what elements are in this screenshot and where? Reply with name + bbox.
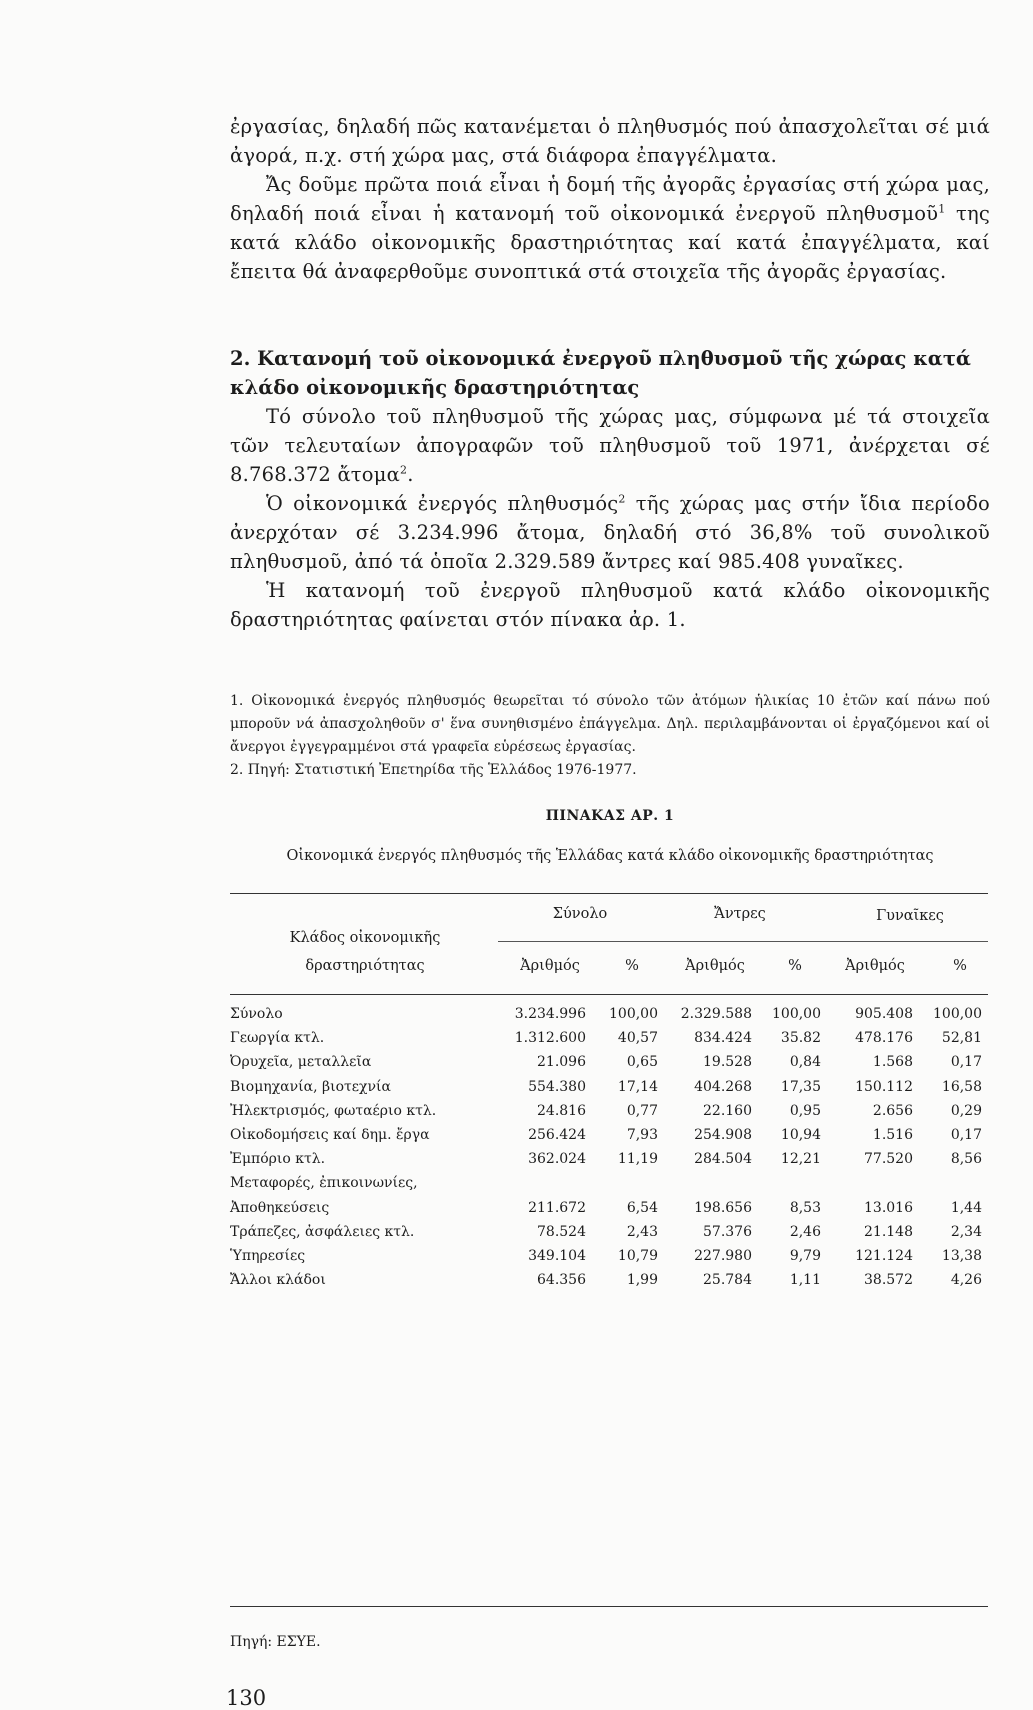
table-row [230,1026,988,1050]
cell-t_p: 17,14 [617,1078,658,1095]
cell-w_p: 13,38 [941,1248,982,1264]
cell-t_p: 2,43 [626,1223,658,1240]
table-title: ΠΙΝΑΚΑΣ ΑΡ. 1 [545,808,675,824]
table-header-rule [230,994,988,995]
table-row [230,1244,988,1268]
cell-m_n: 25.784 [703,1272,752,1289]
cell-m_p: 17,35 [780,1078,821,1095]
header-men-percent: % [788,958,802,974]
table-row [230,1050,988,1074]
cell-m_n: 2.329.588 [680,1006,752,1022]
cell-t_p: 10,79 [617,1248,658,1264]
row-label: Οἰκοδομήσεις καί δημ. ἔργα [230,1127,430,1143]
row-label: Μεταφορές, ἐπικοινωνίες, [230,1175,418,1192]
row-label: Ἐμπόριο κτλ. [230,1151,326,1168]
row-label: Τράπεζες, ἀσφάλειες κτλ. [230,1223,415,1240]
cell-m_p: 12,21 [780,1151,821,1168]
cell-t_n: 1.312.600 [514,1030,586,1047]
row-label: Ὑπηρεσίες [230,1248,306,1264]
table-row [230,1171,988,1195]
cell-m_n: 19.528 [703,1054,752,1071]
row-label: Ἀποθηκεύσεις [230,1199,330,1216]
cell-w_n: 150.112 [855,1078,913,1095]
row-label: Ὀρυχεῖα, μεταλλεῖα [230,1054,372,1071]
cell-t_p: 6,54 [626,1199,658,1216]
row-label: Ἄλλοι κλάδοι [230,1272,326,1289]
cell-t_n: 3.234.996 [514,1006,586,1022]
cell-w_n: 1.568 [872,1054,913,1071]
header-women: Γυναῖκες [876,908,944,924]
row-label: Γεωργία κτλ. [230,1030,325,1047]
cell-t_p: 7,93 [626,1127,658,1143]
cell-t_p: 40,57 [617,1030,658,1047]
intro-paragraph-2-text-a: Ἄς δοῦμε πρῶτα ποιά εἶναι ἡ δομή τῆς ἀγορᾶς ἐργασίας στή χώρα μας, δηλαδή ποιά εἶναι ἡ κατανομή τοῦ οἰκονομικά ἐνεργοῦ πληθυσμοῦ [230,173,990,225]
cell-w_p: 0,17 [950,1127,982,1143]
cell-w_n: 2.656 [872,1102,913,1119]
row-label: Σύνολο [230,1006,283,1022]
table-row [230,1075,988,1099]
cell-m_p: 0,95 [789,1102,821,1119]
cell-m_n: 198.656 [694,1199,752,1216]
cell-m_n: 227.980 [694,1248,752,1264]
cell-w_n: 1.516 [872,1127,913,1143]
cell-t_n: 349.104 [528,1248,586,1264]
cell-w_p: 4,26 [950,1272,982,1289]
footnote-2: 2. Πηγή: Στατιστική Ἐπετηρίδα τῆς Ἑλλάδος 1976-1977. [230,762,637,778]
cell-w_p: 8,56 [950,1151,982,1168]
footnotes [230,690,990,782]
footnote-1: 1. Οἰκονομικά ἐνεργός πληθυσμός θεωρεῖται τό σύνολο τῶν ἀτόμων ἡλικίας 10 ἐτῶν καί πάνω πού μποροῦν νά ἀπασχοληθοῦν σ' ἕνα συνηθισμένο ἐπάγγελμα. Δηλ. περιλαμβάνονται οἱ ἐργαζόμενοι καί οἱ ἄνεργοι ἐγγεγραμμένοι στά γραφεῖα εὑρέσεως ἐργασίας. [230,693,990,755]
footnote-ref-2: 2 [399,463,408,477]
cell-w_n: 478.176 [855,1030,913,1047]
cell-m_n: 404.268 [694,1078,752,1095]
table-row [230,1123,988,1147]
cell-m_p: 9,79 [789,1248,821,1264]
cell-m_p: 1,11 [789,1272,821,1289]
table-row [230,1268,988,1292]
section-paragraph-1-text-a: Τό σύνολο τοῦ πληθυσμοῦ τῆς χώρας μας, σύμφωνα μέ τά στοιχεῖα τῶν τελευταίων ἀπογραφῶν τοῦ πληθυσμοῦ τοῦ 1971, ἀνέρχεται σέ 8.768.372 ἄτομα [230,405,990,486]
table-bottom-rule [230,1606,988,1607]
cell-t_p: 0,65 [626,1054,658,1071]
cell-w_p: 0,17 [950,1054,982,1071]
table-row [230,1147,988,1171]
cell-m_n: 834.424 [694,1030,752,1047]
section-paragraph-1 [230,402,990,489]
intro-paragraph-2-text-b: της κατά κλάδο οἰκονομικῆς δραστηριότητας καί κατά ἐπαγγέλματα, καί ἔπειτα θά ἀναφερθοῦμε συνοπτικά στά στοιχεῖα τῆς ἀγορᾶς ἐργασίας. [230,202,990,283]
cell-w_p: 1,44 [950,1199,982,1216]
section-paragraph-3: Ἡ κατανομή τοῦ ἐνεργοῦ πληθυσμοῦ κατά κλάδο οἰκονομικῆς δραστηριότητας φαίνεται στόν πίνακα ἀρ. 1. [230,579,990,631]
table-caption: Οἰκονομικά ἐνεργός πληθυσμός τῆς Ἑλλάδας κατά κλάδο οἰκονομικῆς δραστηριότητας [286,848,934,864]
row-label: Βιομηχανία, βιοτεχνία [230,1078,391,1095]
header-sub-rule [498,941,988,942]
intro-paragraph-1: ἐργασίας, δηλαδή πῶς κατανέμεται ὁ πληθυσμός πού ἀπασχολεῖται σέ μιά ἀγορά, π.χ. στή χώρα μας, στά διάφορα ἐπαγγέλματα. [230,115,990,167]
cell-w_n: 905.408 [855,1006,913,1022]
cell-m_n: 254.908 [694,1127,752,1143]
cell-w_p: 2,34 [950,1223,982,1240]
cell-t_n: 256.424 [528,1127,586,1143]
cell-m_n: 57.376 [703,1223,752,1240]
intro-paragraph-2 [230,170,990,286]
cell-w_n: 13.016 [864,1199,913,1216]
cell-t_p: 11,19 [617,1151,658,1168]
header-women-percent: % [953,958,967,974]
cell-t_n: 362.024 [528,1151,586,1168]
cell-w_n: 121.124 [855,1248,913,1264]
cell-m_p: 2,46 [789,1223,821,1240]
cell-m_n: 22.160 [703,1102,752,1119]
header-total-percent: % [625,958,639,974]
cell-m_p: 0,84 [789,1054,821,1071]
cell-t_p: 1,99 [626,1272,658,1289]
cell-w_p: 100,00 [933,1006,982,1022]
header-men: Ἄντρες [714,906,766,922]
cell-t_p: 0,77 [626,1102,658,1119]
page-number: 130 [226,1686,267,1710]
section-text [230,402,990,634]
table-row [230,1220,988,1244]
cell-t_n: 21.096 [537,1054,586,1071]
cell-t_n: 554.380 [528,1078,586,1095]
section-heading: 2. Κατανομή τοῦ οἰκονομικά ἐνεργοῦ πληθυσμοῦ τῆς χώρας κατά κλάδο οἰκονομικῆς δραστηριότητας [230,347,971,399]
table-row [230,1196,988,1220]
cell-w_n: 38.572 [864,1272,913,1289]
cell-t_n: 211.672 [528,1199,586,1216]
cell-w_n: 77.520 [864,1151,913,1168]
cell-w_n: 21.148 [864,1223,913,1240]
section-paragraph-1-text-b: . [407,463,414,486]
header-category-line-1: Κλάδος οἰκονομικῆς [289,930,441,946]
footnote-ref-1: 1 [938,202,946,216]
footnote-ref-2b: 2 [618,492,626,506]
header-men-number: Ἀριθμός [685,958,745,974]
table-row [230,1002,988,1026]
cell-w_p: 52,81 [941,1030,982,1047]
cell-m_p: 100,00 [772,1006,821,1022]
cell-t_n: 78.524 [537,1223,586,1240]
section-paragraph-2 [230,489,990,576]
table-top-rule [230,893,988,894]
cell-w_p: 16,58 [941,1078,982,1095]
intro-text [230,112,990,286]
cell-m_p: 8,53 [789,1199,821,1216]
header-women-number: Ἀριθμός [845,958,905,974]
cell-w_p: 0,29 [950,1102,982,1119]
table-row [230,1099,988,1123]
header-category-line-2: δραστηριότητας [305,958,425,974]
section-paragraph-2-text-a: Ὁ οἰκονομικά ἐνεργός πληθυσμός [266,492,619,515]
header-total-number: Ἀριθμός [520,958,580,974]
cell-t_n: 24.816 [537,1102,586,1119]
row-label: Ἠλεκτρισμός, φωταέριο κτλ. [230,1102,437,1119]
cell-m_p: 10,94 [780,1127,821,1143]
cell-m_n: 284.504 [694,1151,752,1168]
cell-t_n: 64.356 [537,1272,586,1289]
header-total: Σύνολο [552,906,608,922]
table-source: Πηγή: ΕΣΥΕ. [230,1634,321,1650]
cell-t_p: 100,00 [609,1006,658,1022]
cell-m_p: 35.82 [780,1030,821,1047]
section-paragraph-2-text-b: τῆς χώρας μας στήν ἴδια περίοδο ἀνερχόταν σέ 3.234.996 ἄτομα, δηλαδή στό 36,8% τοῦ συνολικοῦ πληθυσμοῦ, ἀπό τά ὁποῖα 2.329.589 ἄντρες καί 985.408 γυναῖκες. [230,492,990,573]
